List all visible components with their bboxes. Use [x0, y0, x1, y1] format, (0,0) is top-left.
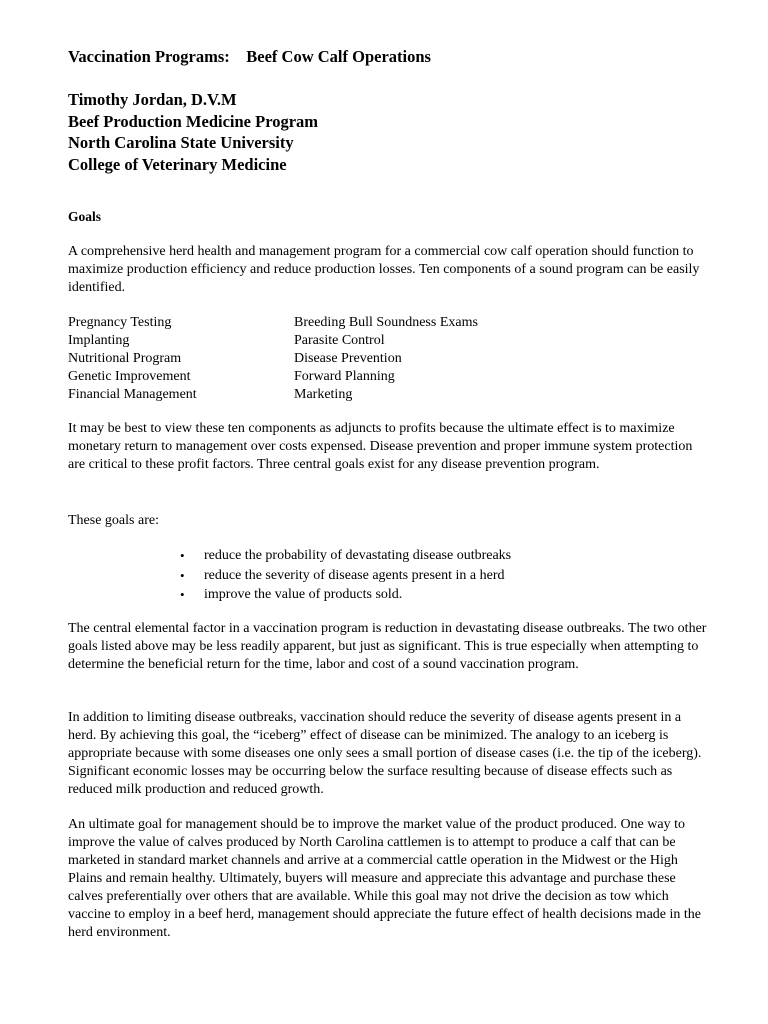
goals-list — [180, 546, 511, 605]
author-college: College of Veterinary Medicine — [68, 154, 287, 174]
component-item: Parasite Control — [294, 333, 385, 348]
component-item: Marketing — [294, 387, 353, 402]
goal-text: improve the value of products sold. — [204, 587, 403, 602]
author-university: North Carolina State University — [68, 133, 294, 152]
goals-heading: Goals — [68, 209, 102, 224]
components-table — [68, 314, 708, 404]
component-item: Nutritional Program — [68, 351, 182, 366]
author-program: Beef Production Medicine Program — [68, 111, 319, 131]
goal-text: reduce the severity of disease agents present in a herd — [204, 567, 505, 583]
components-row — [68, 386, 708, 404]
list-item — [180, 566, 511, 586]
bullet-icon: • — [180, 567, 185, 583]
components-row — [68, 332, 708, 350]
goal-text: reduce the probability of devastating disease outbreaks — [204, 548, 512, 563]
components-row — [68, 350, 708, 368]
paragraph-market-value: An ultimate goal for management should be to improve the market value of the product produced. One way to improve the value of calves produced by North Carolina cattlemen is to attempt to produce a calf that can be marketed in standard market channels and arrive at a commercial cattle operation in the Midwest or the High Plains and remain healthy. Ultimately, buyers will measure and appreciate this advantage and purchase these calves preferentially over others that are available. While this goal may not drive the decision as tow which vaccine to employ in a beef herd, management should appreciate the future effect of health decisions made in the herd environment. — [68, 817, 701, 940]
component-item: Implanting — [68, 333, 130, 348]
bullet-icon: • — [180, 587, 185, 602]
components-row — [68, 368, 708, 386]
goals-intro: These goals are: — [68, 513, 159, 528]
paragraph-profits: It may be best to view these ten components as adjuncts to profits because the ultimate effect is to maximize monetary return to management over costs expensed. Disease prevention and proper immune system protection are critical to these profit factors. Three central goals exist for any disease prevention program. — [68, 421, 693, 472]
components-row — [68, 314, 708, 332]
component-item: Disease Prevention — [294, 351, 402, 366]
author-name: Timothy Jordan, D.V.M — [68, 90, 237, 109]
component-item: Genetic Improvement — [68, 369, 191, 384]
list-item — [180, 546, 511, 566]
paragraph-central-factor: The central elemental factor in a vaccination program is reduction in devastating disease outbreaks. The two other goals listed above may be less readily apparent, but just as significant. This is true especially when attempting to determine the beneficial return for the time, labor and cost of a sound vaccination program. — [68, 621, 707, 672]
component-item: Forward Planning — [294, 369, 395, 384]
bullet-icon: • — [180, 548, 185, 563]
document-title: Vaccination Programs: Beef Cow Calf Operations — [68, 47, 431, 66]
component-item: Financial Management — [68, 387, 197, 402]
component-item: Pregnancy Testing — [68, 315, 172, 330]
paragraph-iceberg: In addition to limiting disease outbreaks, vaccination should reduce the severity of disease agents present in a herd. By achieving this goal, the “iceberg” effect of disease can be minimized. The analogy to an iceberg is appropriate because with some diseases one only sees a small portion of disease cases (i.e. the tip of the iceberg). Significant economic losses may be occurring below the surface resulting because of disease effects such as reduced milk production and reduced growth. — [68, 710, 702, 797]
component-item: Breeding Bull Soundness Exams — [294, 315, 478, 330]
paragraph-intro: A comprehensive herd health and management program for a commercial cow calf operation should function to maximize production efficiency and reduce production losses. Ten components of a sound program can be easily identified. — [68, 244, 700, 295]
list-item — [180, 585, 511, 605]
author-block — [68, 89, 318, 175]
